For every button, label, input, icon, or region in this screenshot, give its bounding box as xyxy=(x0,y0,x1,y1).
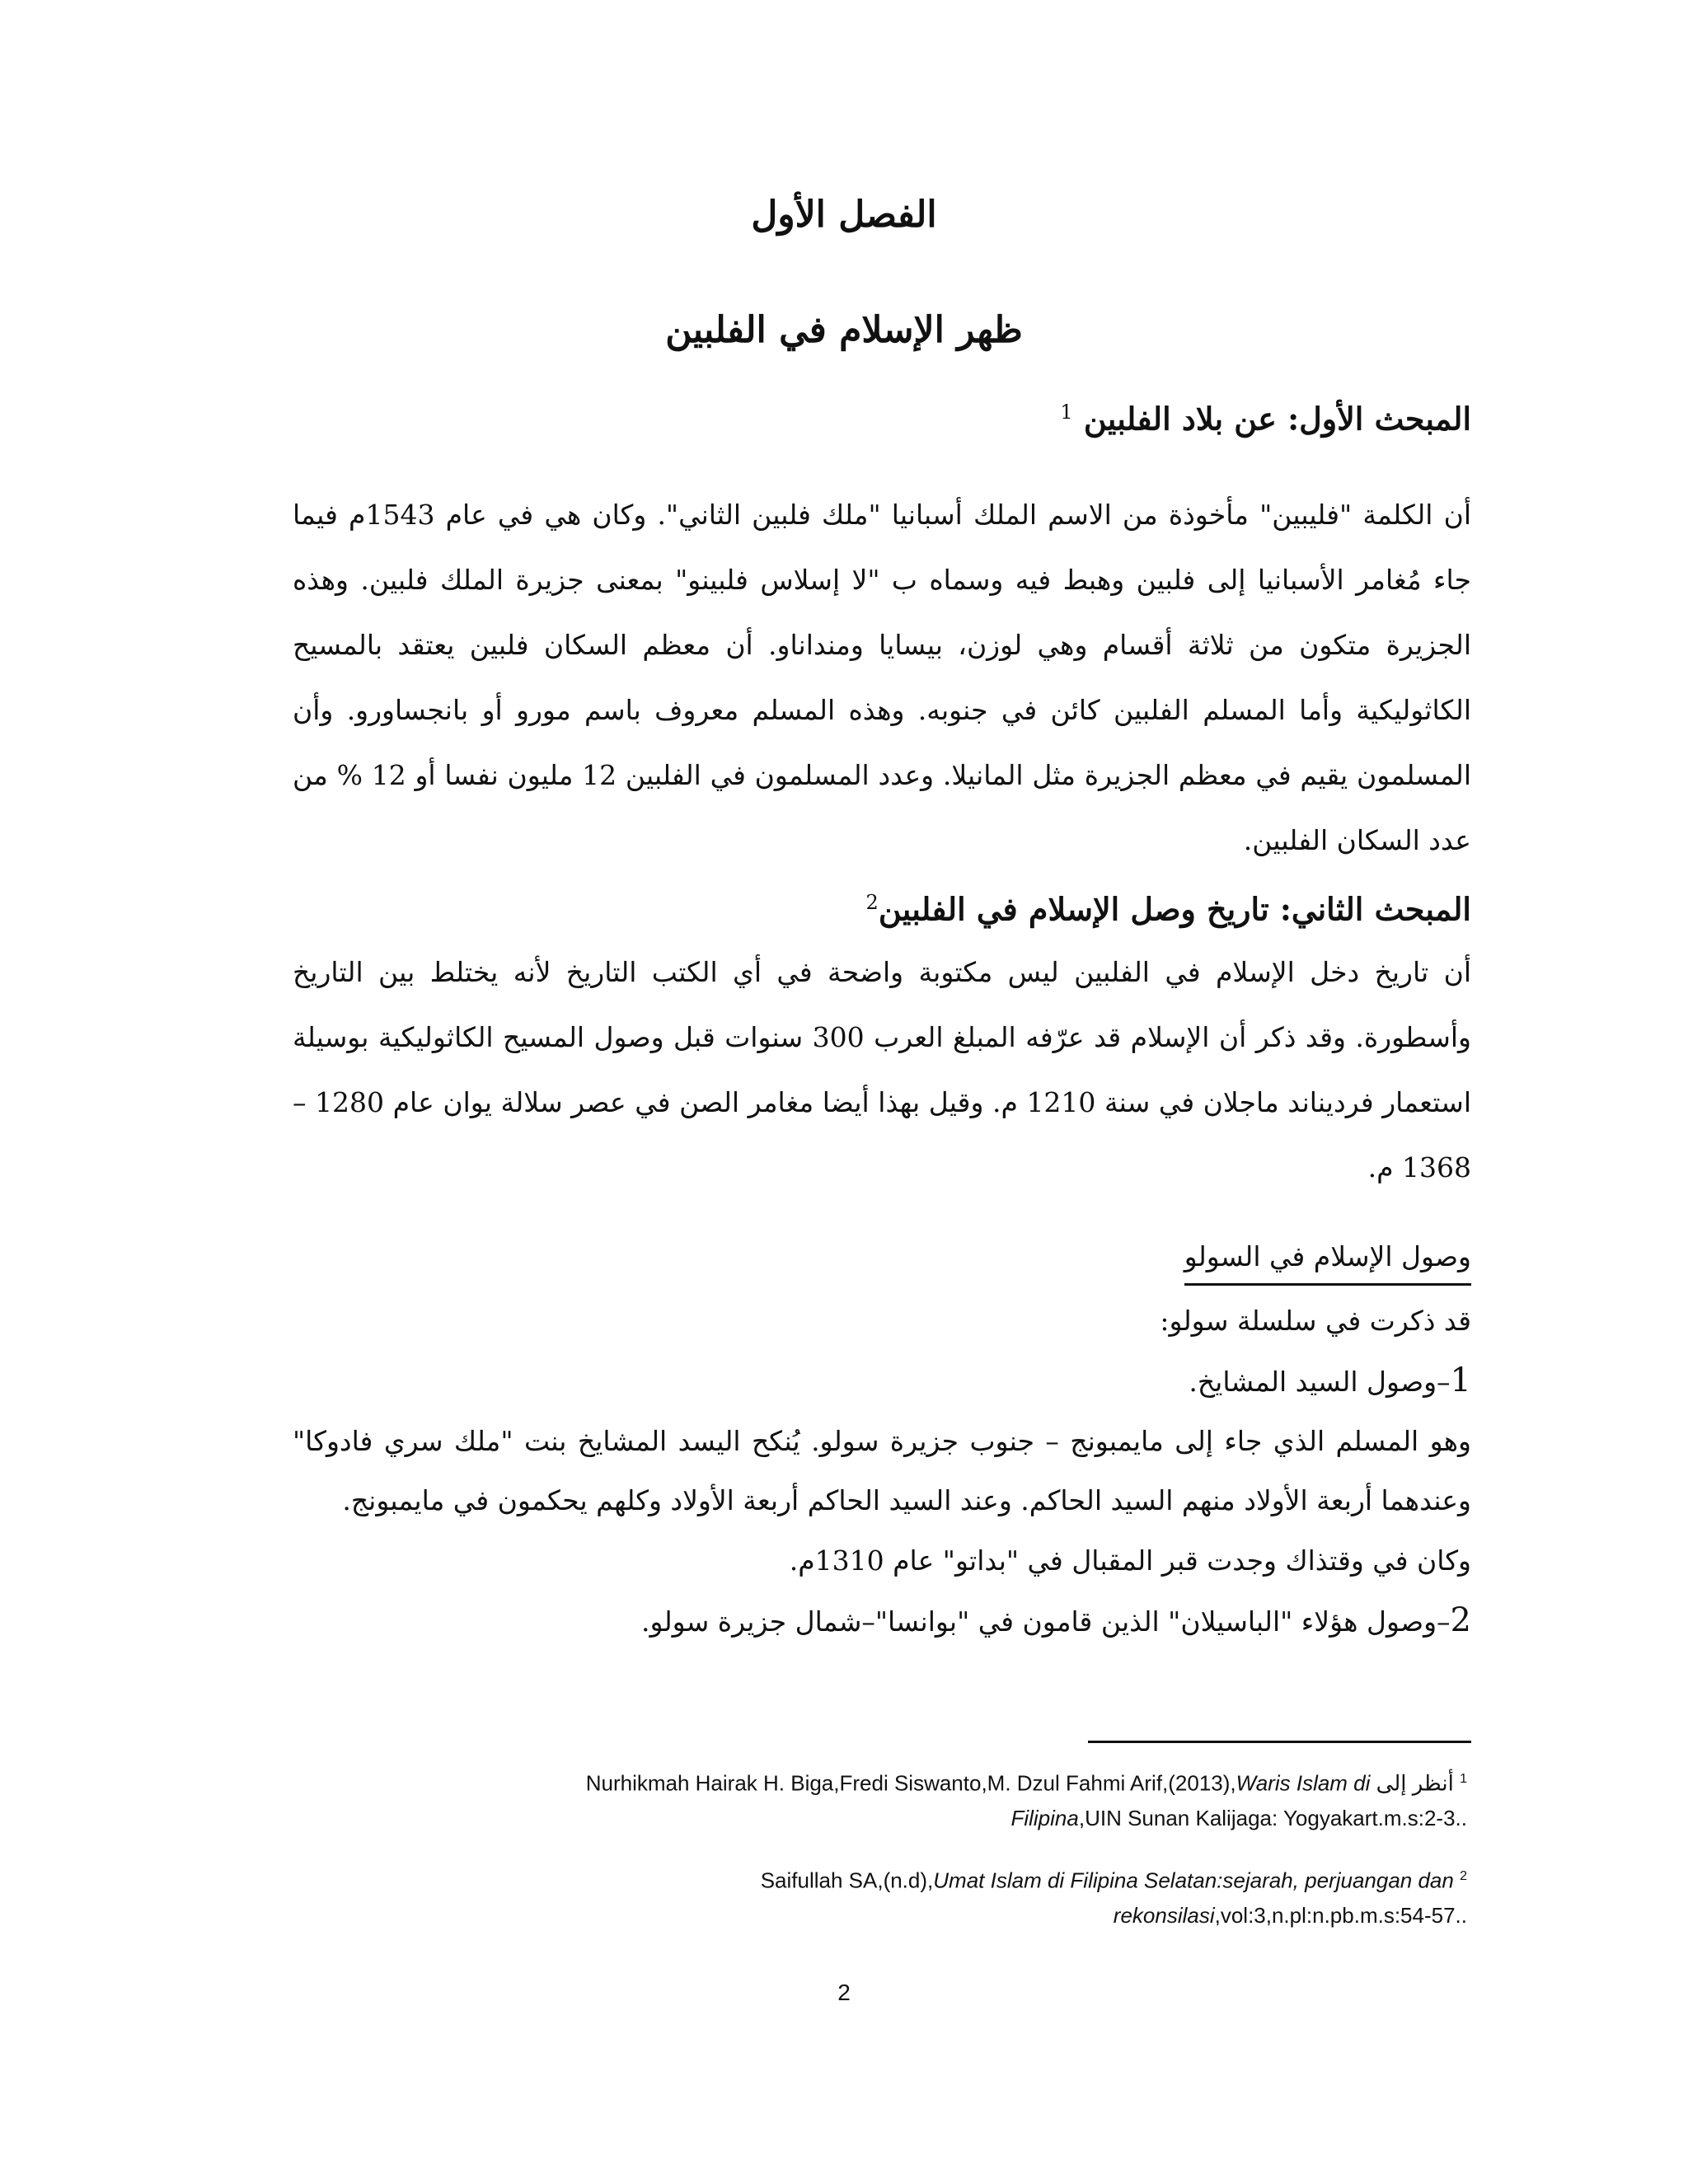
footnote-1-title-cont: Filipina xyxy=(1010,1805,1079,1830)
section-2-paragraph: أن تاريخ دخل الإسلام في الفلبين ليس مكتوبة واضحة في أي الكتب التاريخ لأنه يختلط بين التاريخ وأسطورة. وقد ذكر أن الإسلام قد عرّفه المبلغ العرب 300 سنوات قبل وصول المسيح الكاثوليكية بوسيلة استعمار فرديناند ماجلان في سنة 1210 م. وقيل بهذا أيضا مغامر الصن في عصر سلالة يوان عام 1280 – 1368 م. xyxy=(293,956,1471,1183)
footnote-1 xyxy=(387,1762,1467,1835)
footnote-2-authors: Saifullah SA,(n.d), xyxy=(760,1868,934,1893)
footnote-1-line-1 xyxy=(387,1762,1467,1801)
footnote-1-arabic-prefix: أنظر إلى xyxy=(1376,1770,1454,1796)
chapter-subtitle: ظهر الإسلام في الفلبين xyxy=(665,309,1023,351)
sulu-heading-row xyxy=(293,1232,1471,1286)
section-2-heading xyxy=(293,878,1471,935)
chapter-title: الفصل الأول xyxy=(751,194,937,236)
sulu-item-1 xyxy=(293,1351,1471,1412)
footnote-1-number: 1 xyxy=(1460,1772,1467,1786)
section-1 xyxy=(293,387,1471,444)
footnote-separator xyxy=(1088,1741,1471,1743)
section-2-heading-text: المبحث الثاني: تاريخ وصل الإسلام في الفلبين xyxy=(878,890,1471,928)
sulu-item-1-title: –وصول السيد المشايخ. xyxy=(1189,1366,1451,1398)
footnote-1-authors: Nurhikmah Hairak H. Biga,Fredi Siswanto,M. Dzul Fahmi Arif,(2013), xyxy=(585,1770,1236,1796)
footnote-2-title-cont: rekonsilasi xyxy=(1113,1902,1215,1928)
footnote-2 xyxy=(387,1859,1467,1933)
footnote-ref-2: 2 xyxy=(865,891,879,914)
sulu-intro: قد ذكرت في سلسلة سولو: xyxy=(1160,1305,1471,1337)
sulu-item-1-number: 1 xyxy=(1450,1361,1471,1399)
sulu-item-1-line: وكان في وقتذاك وجدت قبر المقبال في "بداتو" عام 1310م. xyxy=(789,1544,1471,1577)
sulu-heading: وصول الإسلام في السولو xyxy=(1184,1232,1471,1286)
footnote-1-line-2 xyxy=(387,1801,1467,1835)
page-number: 2 xyxy=(837,1980,851,2005)
footnote-2-line-1 xyxy=(387,1859,1467,1898)
section-1-body xyxy=(293,482,1471,873)
sulu-item-1-paragraph: وهو المسلم الذي جاء إلى مايمبونج – جنوب جزيرة سولو. يُنكح اليسد المشايخ بنت "ملك سري فادوكا" وعندهما أربعة الأولاد منهم السيد الحاكم. وعند السيد الحاكم أربعة الأولاد وكلهم يحكمون في مايمبونج. xyxy=(293,1425,1471,1516)
footnote-2-publisher: ,vol:3,n.pl:n.pb.m.s:54-57.. xyxy=(1214,1902,1467,1928)
footnote-ref-1: 1 xyxy=(1060,401,1073,424)
footnote-1-title: Waris Islam di xyxy=(1236,1770,1371,1796)
footnote-1-publisher: ,UIN Sunan Kalijaga: Yogyakart.m.s:2-3.. xyxy=(1078,1805,1467,1830)
footnote-2-number: 2 xyxy=(1460,1869,1467,1883)
sulu-section xyxy=(293,1232,1471,1652)
section-1-heading xyxy=(293,387,1471,444)
section-1-heading-text: المبحث الأول: عن بلاد الفلبين xyxy=(1083,400,1471,438)
sulu-item-2 xyxy=(293,1591,1471,1652)
sulu-item-2-title: –وصول هؤلاء "الباسيلان" الذين قامون في "بوانسا"–شمال جزيرة سولو. xyxy=(641,1605,1451,1638)
section-2 xyxy=(293,878,1471,935)
section-2-body xyxy=(293,940,1471,1200)
footnote-2-title: Umat Islam di Filipina Selatan:sejarah, perjuangan dan xyxy=(933,1868,1454,1893)
footnote-2-line-2 xyxy=(387,1898,1467,1933)
sulu-item-2-number: 2 xyxy=(1450,1601,1471,1639)
section-1-paragraph: أن الكلمة "فليبين" مأخوذة من الاسم الملك أسبانيا "ملك فلبين الثاني". وكان هي في عام 1543م فيما جاء مُغامر الأسبانيا إلى فلبين وهبط فيه وسماه ب "لا إسلاس فلبينو" بمعنى جزيرة الملك فلبين. وهذه الجزيرة متكون من ثلاثة أقسام وهي لوزن، بيسايا ومنداناو. أن معظم السكان فلبين يعتقد بالمسيح الكاثوليكية وأما المسلم الفلبين كائن في جنوبه. وهذه المسلم معروف باسم مورو أو بانجساورو. وأن المسلمون يقيم في معظم الجزيرة مثل المانيلا. وعدد المسلمون في الفلبين 12 مليون نفسا أو 12 % من عدد السكان الفلبين. xyxy=(293,499,1472,856)
